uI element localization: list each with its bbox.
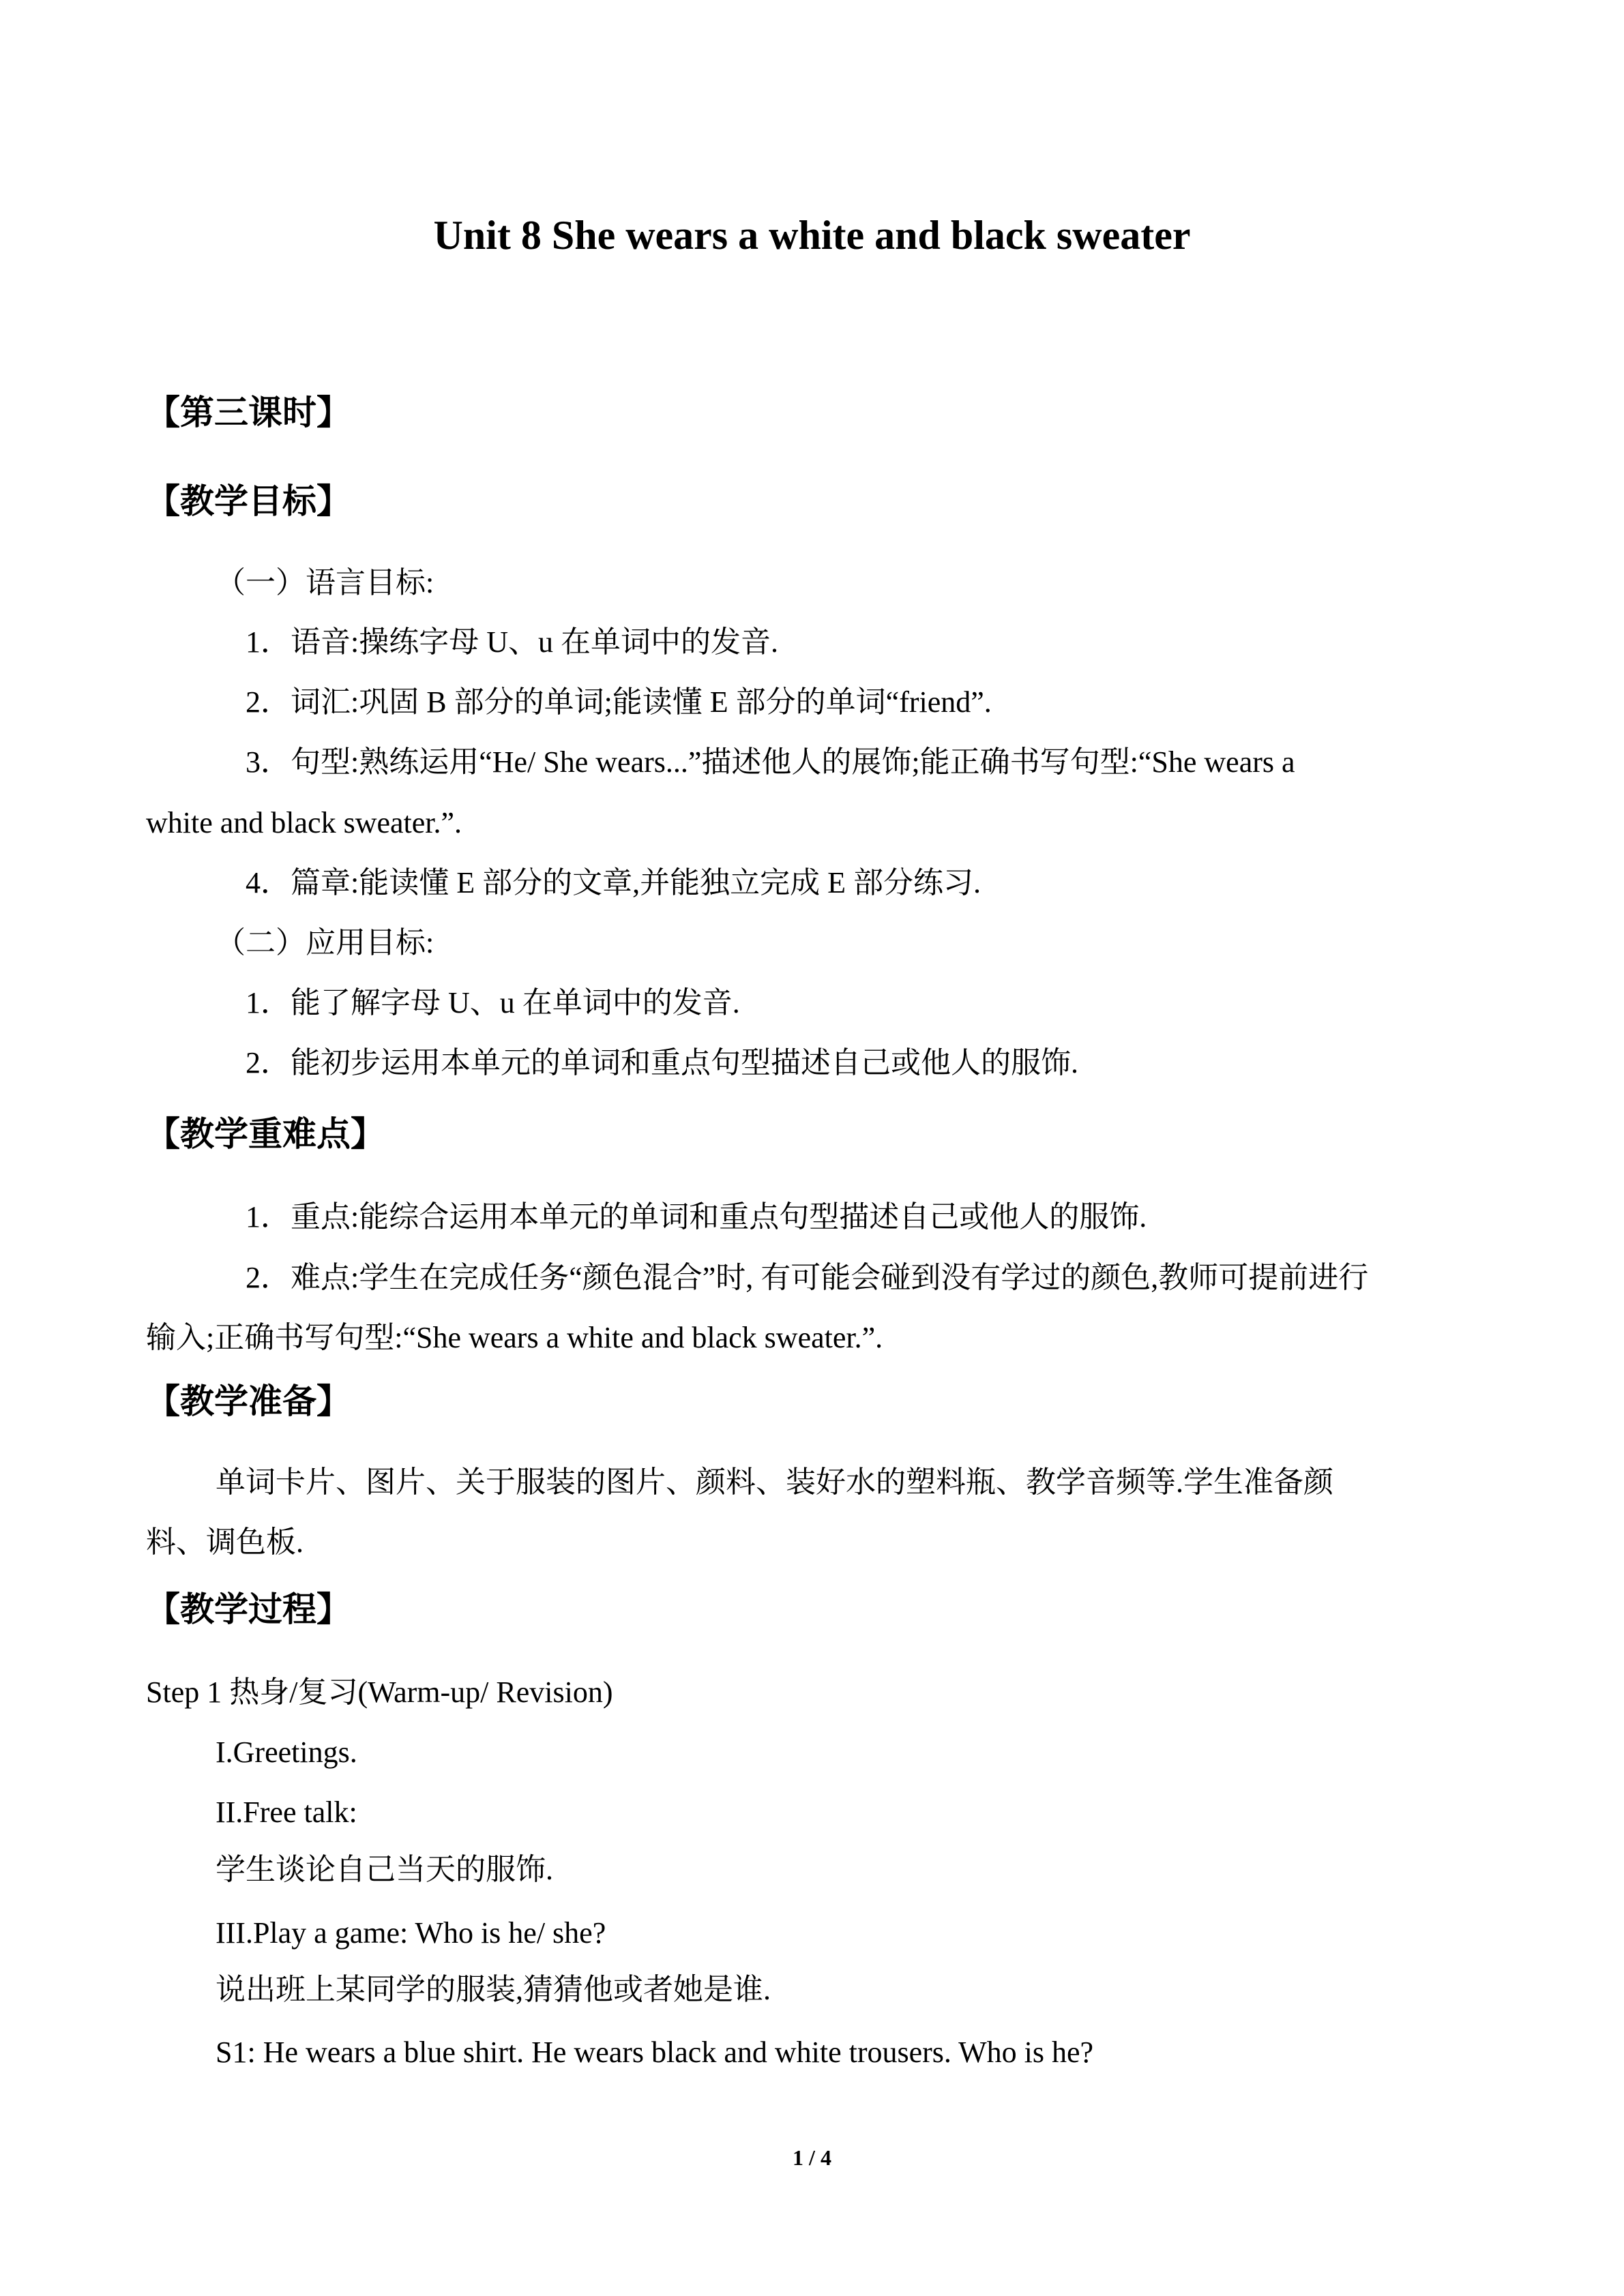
goals-application-header: （二）应用目标: xyxy=(216,926,434,959)
process-free-talk: II.Free talk: xyxy=(216,1795,357,1829)
heading-key-points: 【教学重难点】 xyxy=(146,1114,385,1154)
process-game: III.Play a game: Who is he/ she? xyxy=(216,1916,606,1950)
process-game-desc: 说出班上某同学的服装,猜猜他或者她是谁. xyxy=(216,1973,771,2006)
goals-language-item-3-line-2: white and black sweater.”. xyxy=(146,806,462,839)
heading-lesson: 【第三课时】 xyxy=(146,393,351,432)
goals-language-item-4: 4．篇章:能读懂 E 部分的文章,并能独立完成 E 部分练习. xyxy=(246,866,981,899)
heading-preparation: 【教学准备】 xyxy=(146,1382,351,1421)
goals-language-item-2: 2．词汇:巩固 B 部分的单词;能读懂 E 部分的单词“friend”. xyxy=(246,685,992,719)
process-free-talk-desc: 学生谈论自己当天的服饰. xyxy=(216,1853,553,1886)
goals-application-item-1: 1．能了解字母 U、u 在单词中的发音. xyxy=(246,986,740,1019)
heading-process: 【教学过程】 xyxy=(146,1590,351,1629)
goals-language-item-1: 1．语音:操练字母 U、u 在单词中的发音. xyxy=(246,625,778,659)
document-title: Unit 8 She wears a white and black sweater xyxy=(433,213,1191,258)
preparation-text-line-1: 单词卡片、图片、关于服装的图片、颜料、装好水的塑料瓶、教学音频等.学生准备颜 xyxy=(216,1465,1333,1499)
goals-application-item-2: 2．能初步运用本单元的单词和重点句型描述自己或他人的服饰. xyxy=(246,1046,1078,1079)
goals-language-header: （一）语言目标: xyxy=(216,566,434,599)
goals-language-item-3-line-1: 3．句型:熟练运用“He/ She wears...”描述他人的展饰;能正确书写句型:“She wears a xyxy=(246,745,1295,779)
process-greetings: I.Greetings. xyxy=(216,1735,357,1769)
key-point-1: 1．重点:能综合运用本单元的单词和重点句型描述自己或他人的服饰. xyxy=(246,1200,1147,1234)
process-dialogue-s1: S1: He wears a blue shirt. He wears black and white trousers. Who is he? xyxy=(216,2036,1094,2069)
heading-teaching-goals: 【教学目标】 xyxy=(146,481,351,521)
key-point-2-line-1: 2．难点:学生在完成任务“颜色混合”时, 有可能会碰到没有学过的颜色,教师可提前进行 xyxy=(246,1261,1369,1294)
page-number: 1 / 4 xyxy=(793,2145,831,2170)
process-step-1: Step 1 热身/复习(Warm-up/ Revision) xyxy=(146,1675,613,1709)
preparation-text-line-2: 料、调色板. xyxy=(146,1525,304,1559)
key-point-2-line-2: 输入;正确书写句型:“She wears a white and black sweater.”. xyxy=(146,1321,883,1354)
